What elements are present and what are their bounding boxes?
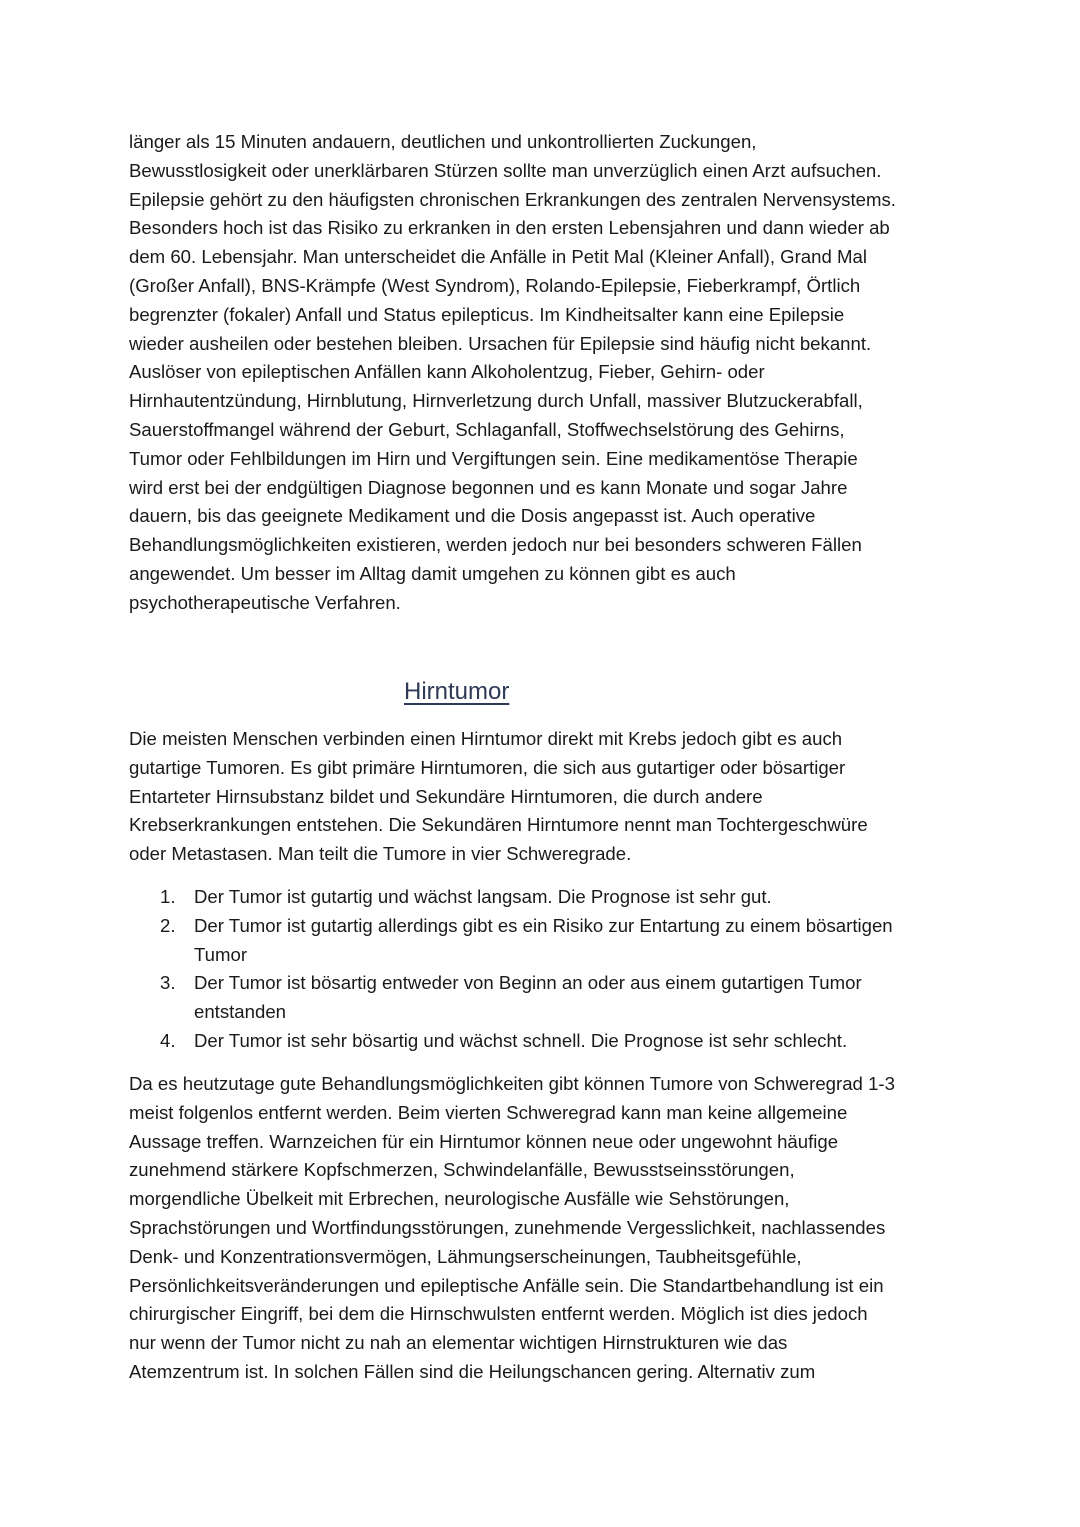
text-line: wieder ausheilen oder bestehen bleiben. Ursachen für Epilepsie sind häufig nicht bekannt. xyxy=(129,332,872,354)
text-line: dem 60. Lebensjahr. Man unterscheidet die Anfälle in Petit Mal (Kleiner Anfall), Grand Mal xyxy=(129,246,867,268)
text-line: Die meisten Menschen verbinden einen Hirntumor direkt mit Krebs jedoch gibt es auch xyxy=(129,728,843,749)
section-heading: Hirntumor xyxy=(404,678,510,705)
text-line: Entarteter Hirnsubstanz bildet und Sekundäre Hirntumoren, die durch andere xyxy=(129,785,763,807)
text-line: Persönlichkeitsveränderungen und epileptische Anfälle sein. Die Standartbehandlung ist ein xyxy=(129,1274,884,1296)
text-line: Denk- und Konzentrationsvermögen, Lähmungserscheinungen, Taubheitsgefühle, xyxy=(129,1245,802,1267)
brain-tumor-treatment-paragraph xyxy=(129,1070,959,1387)
text-line: nur wenn der Tumor nicht zu nah an elementar wichtigen Hirnstrukturen wie das xyxy=(129,1332,788,1354)
text-line: Der Tumor ist gutartig allerdings gibt es ein Risiko zur Entartung zu einem bösartigen xyxy=(194,914,893,936)
text-line: oder Metastasen. Man teilt die Tumore in vier Schweregrade. xyxy=(129,843,632,865)
list-item xyxy=(160,912,960,970)
text-line: Sprachstörungen und Wortfindungsstörungen, zunehmende Vergesslichkeit, nachlassendes xyxy=(129,1216,886,1238)
text-line: Epilepsie gehört zu den häufigsten chronischen Erkrankungen des zentralen Nervensystems. xyxy=(129,188,896,210)
text-line: wird erst bei der endgültigen Diagnose begonnen und es kann Monate und sogar Jahre xyxy=(129,476,848,498)
text-line: Hirnhautentzündung, Hirnblutung, Hirnverletzung durch Unfall, massiver Blutzuckerabfall, xyxy=(129,390,863,412)
text-line: Atemzentrum ist. In solchen Fällen sind die Heilungschancen gering. Alternativ zum xyxy=(129,1360,816,1382)
text-line: zunehmend stärkere Kopfschmerzen, Schwindelanfälle, Bewusstseinsstörungen, xyxy=(129,1159,795,1181)
list-number: 3. xyxy=(160,972,176,994)
text-line: Der Tumor ist sehr bösartig und wächst schnell. Die Prognose ist sehr schlecht. xyxy=(194,1029,848,1051)
text-line: länger als 15 Minuten andauern, deutlichen und unkontrollierten Zuckungen, xyxy=(129,131,757,152)
list-item xyxy=(160,883,960,912)
text-line: Aussage treffen. Warnzeichen für ein Hirntumor können neue oder ungewohnt häufige xyxy=(129,1130,839,1152)
list-item xyxy=(160,1027,960,1056)
text-line: Auslöser von epileptischen Anfällen kann Alkoholentzug, Fieber, Gehirn- oder xyxy=(129,361,765,383)
text-line: Besonders hoch ist das Risiko zu erkranken in den ersten Lebensjahren und dann wieder ab xyxy=(129,217,890,239)
epilepsy-paragraph xyxy=(129,128,959,618)
list-number: 4. xyxy=(160,1029,176,1051)
text-line: psychotherapeutische Verfahren. xyxy=(129,591,401,613)
text-line: morgendliche Übelkeit mit Erbrechen, neurologische Ausfälle wie Sehstörungen, xyxy=(129,1188,790,1210)
list-number: 1. xyxy=(160,886,176,907)
list-number: 2. xyxy=(160,914,176,936)
text-line: Der Tumor ist gutartig und wächst langsam. Die Prognose ist sehr gut. xyxy=(194,886,772,907)
text-line: entstanden xyxy=(194,1001,287,1023)
text-line: Bewusstlosigkeit oder unerklärbaren Stürzen sollte man unverzüglich einen Arzt aufsuchen. xyxy=(129,159,882,181)
brain-tumor-intro-paragraph xyxy=(129,725,959,869)
text-line: Sauerstoffmangel während der Geburt, Schlaganfall, Stoffwechselstörung des Gehirns, xyxy=(129,418,845,440)
text-line: chirurgischer Eingriff, bei dem die Hirnschwulsten entfernt werden. Möglich ist dies jedoch xyxy=(129,1303,868,1325)
text-line: gutartige Tumoren. Es gibt primäre Hirntumoren, die sich aus gutartiger oder bösartiger xyxy=(129,756,846,778)
text-line: Der Tumor ist bösartig entweder von Beginn an oder aus einem gutartigen Tumor xyxy=(194,972,862,994)
text-line: Da es heutzutage gute Behandlungsmöglichkeiten gibt können Tumore von Schweregrad 1-3 xyxy=(129,1073,895,1094)
text-line: Tumor xyxy=(194,943,248,965)
text-line: begrenzter (fokaler) Anfall und Status epilepticus. Im Kindheitsalter kann eine Epilepsie xyxy=(129,303,845,325)
text-line: angewendet. Um besser im Alltag damit umgehen zu können gibt es auch xyxy=(129,562,736,584)
list-item xyxy=(160,969,960,1027)
grade-list xyxy=(160,883,960,1056)
text-line: Tumor oder Fehlbildungen im Hirn und Vergiftungen sein. Eine medikamentöse Therapie xyxy=(129,447,858,469)
text-line: meist folgenlos entfernt werden. Beim vierten Schweregrad kann man keine allgemeine xyxy=(129,1101,848,1123)
text-line: Behandlungsmöglichkeiten existieren, werden jedoch nur bei besonders schweren Fällen xyxy=(129,534,862,556)
text-line: Krebserkrankungen entstehen. Die Sekundären Hirntumore nennt man Tochtergeschwüre xyxy=(129,814,868,836)
text-line: dauern, bis das geeignete Medikament und die Dosis angepasst ist. Auch operative xyxy=(129,505,816,527)
text-line: (Großer Anfall), BNS-Krämpfe (West Syndrom), Rolando-Epilepsie, Fieberkrampf, Örtlich xyxy=(129,274,861,296)
